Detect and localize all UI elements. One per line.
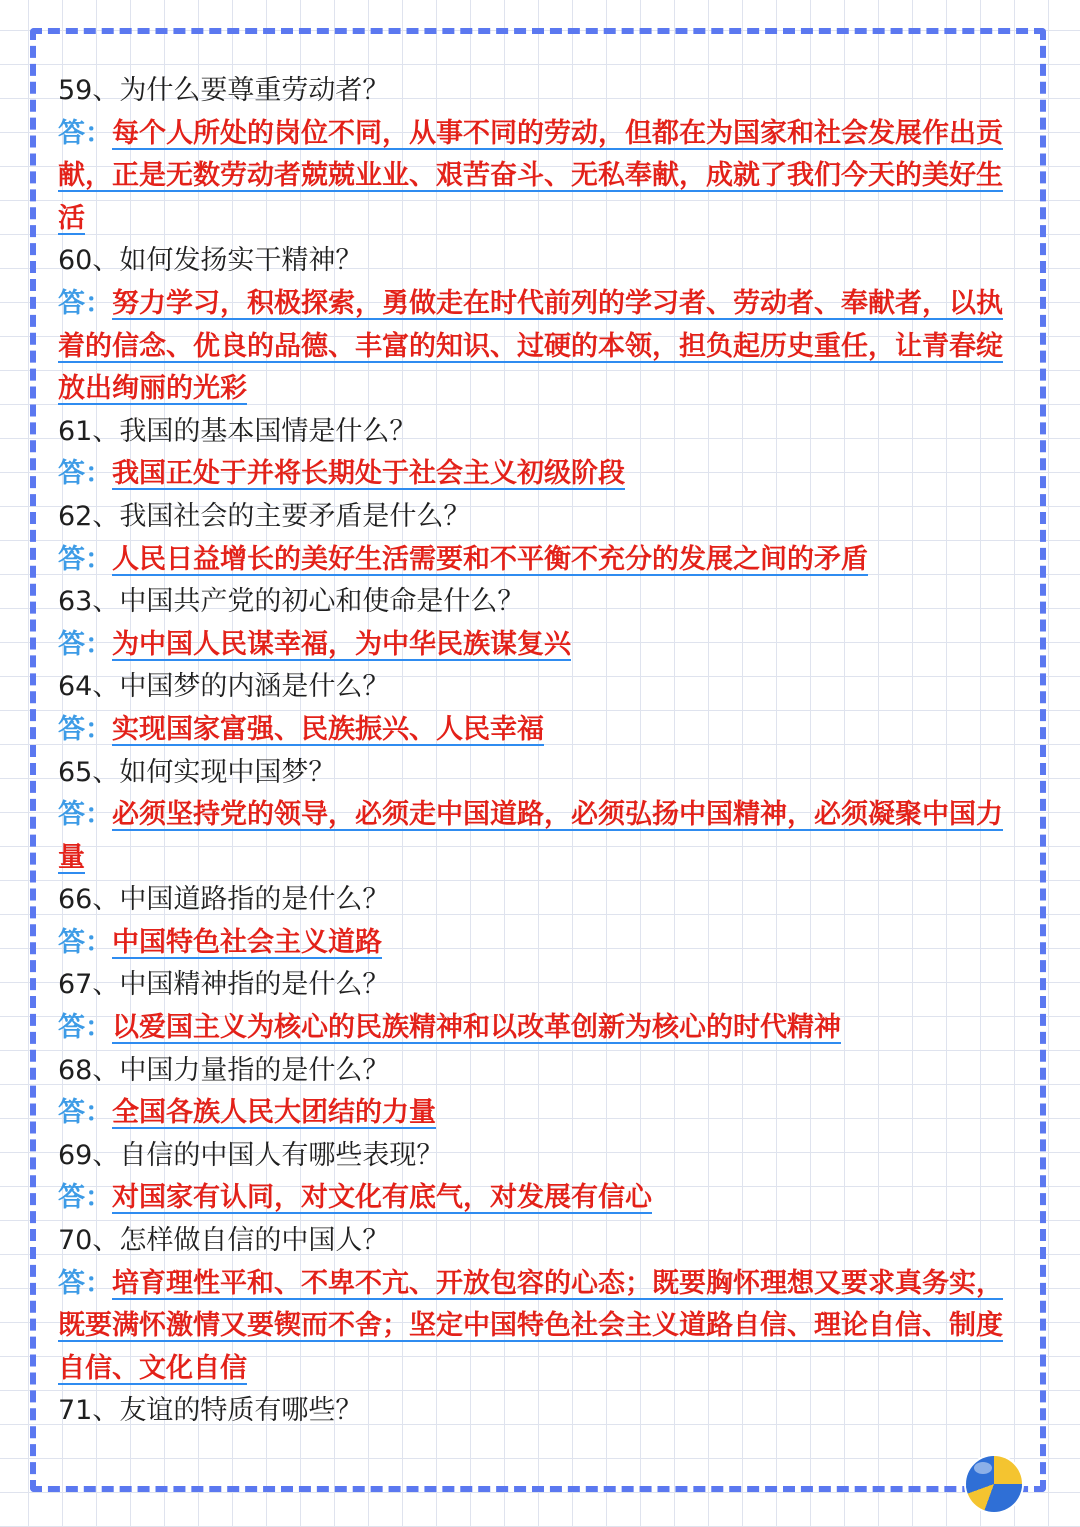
question-63: 63、中国共产党的初心和使命是什么？ (58, 586, 525, 618)
answer-67 (58, 1007, 1028, 1050)
question-64: 64、中国梦的内涵是什么？ (58, 671, 390, 703)
answer-label: 答： (58, 628, 112, 660)
answer-label: 答： (58, 799, 112, 831)
answer-62 (58, 539, 1028, 582)
answer-label: 答： (58, 1012, 112, 1044)
answer-text: 人民日益增长的美好生活需要和不平衡不充分的发展之间的矛盾 (112, 543, 868, 575)
answer-63 (58, 624, 1028, 667)
answer-text: 以爱国主义为核心的民族精神和以改革创新为核心的时代精神 (112, 1012, 841, 1044)
answer-label: 答： (58, 543, 112, 575)
answer-text: 每个人所处的岗位不同，从事不同的劳动，但都在为国家和社会发展作出贡献，正是无数劳动者兢兢业业、艰苦奋斗、无私奉献，成就了我们今天的美好生活 (58, 117, 1003, 234)
question-59: 59、为什么要尊重劳动者？ (58, 75, 390, 106)
answer-text: 我国正处于并将长期处于社会主义初级阶段 (112, 458, 625, 490)
answer-text: 中国特色社会主义道路 (112, 926, 382, 958)
question-67: 67、中国精神指的是什么？ (58, 969, 390, 1001)
question-70: 70、怎样做自信的中国人？ (58, 1225, 390, 1257)
question-68: 68、中国力量指的是什么？ (58, 1054, 390, 1086)
answer-label: 答： (58, 1267, 112, 1299)
question-60: 60、如何发扬实干精神？ (58, 245, 363, 277)
answer-label: 答： (58, 1182, 112, 1214)
qa-list (58, 70, 1028, 1433)
question-62: 62、我国社会的主要矛盾是什么？ (58, 500, 471, 532)
answer-59 (58, 113, 1028, 241)
answer-64 (58, 709, 1028, 752)
answer-text: 对国家有认同，对文化有底气，对发展有信心 (112, 1182, 652, 1214)
answer-text: 全国各族人民大团结的力量 (112, 1097, 436, 1129)
answer-60 (58, 283, 1028, 411)
answer-text: 努力学习，积极探索，勇做走在时代前列的学习者、劳动者、奉献者，以执着的信念、优良的品德、丰富的知识、过硬的本领，担负起历史重任，让青春绽放出绚丽的光彩 (58, 287, 1003, 405)
answer-65 (58, 794, 1028, 879)
beach-ball-icon (966, 1456, 1022, 1512)
answer-label: 答： (58, 117, 112, 149)
question-69: 69、自信的中国人有哪些表现？ (58, 1139, 444, 1171)
answer-68 (58, 1092, 1028, 1135)
question-65: 65、如何实现中国梦？ (58, 756, 336, 788)
answer-label: 答： (58, 1097, 112, 1129)
answer-label: 答： (58, 926, 112, 958)
question-66: 66、中国道路指的是什么？ (58, 884, 390, 916)
answer-70 (58, 1263, 1028, 1391)
answer-61 (58, 453, 1028, 496)
answer-text: 实现国家富强、民族振兴、人民幸福 (112, 713, 544, 745)
answer-text: 必须坚持党的领导，必须走中国道路，必须弘扬中国精神，必须凝聚中国力量 (58, 799, 1003, 873)
answer-label: 答： (58, 458, 112, 490)
answer-text: 培育理性平和、不卑不亢、开放包容的心态；既要胸怀理想又要求真务实，既要满怀激情又要锲而不舍；坚定中国特色社会主义道路自信、理论自信、制度自信、文化自信 (58, 1267, 1003, 1384)
answer-69 (58, 1177, 1028, 1220)
answer-label: 答： (58, 287, 112, 319)
question-61: 61、我国的基本国情是什么？ (58, 415, 417, 447)
answer-label: 答： (58, 713, 112, 745)
answer-text: 为中国人民谋幸福，为中华民族谋复兴 (112, 628, 571, 660)
question-71: 71、友谊的特质有哪些？ (58, 1395, 363, 1427)
answer-66 (58, 922, 1028, 965)
